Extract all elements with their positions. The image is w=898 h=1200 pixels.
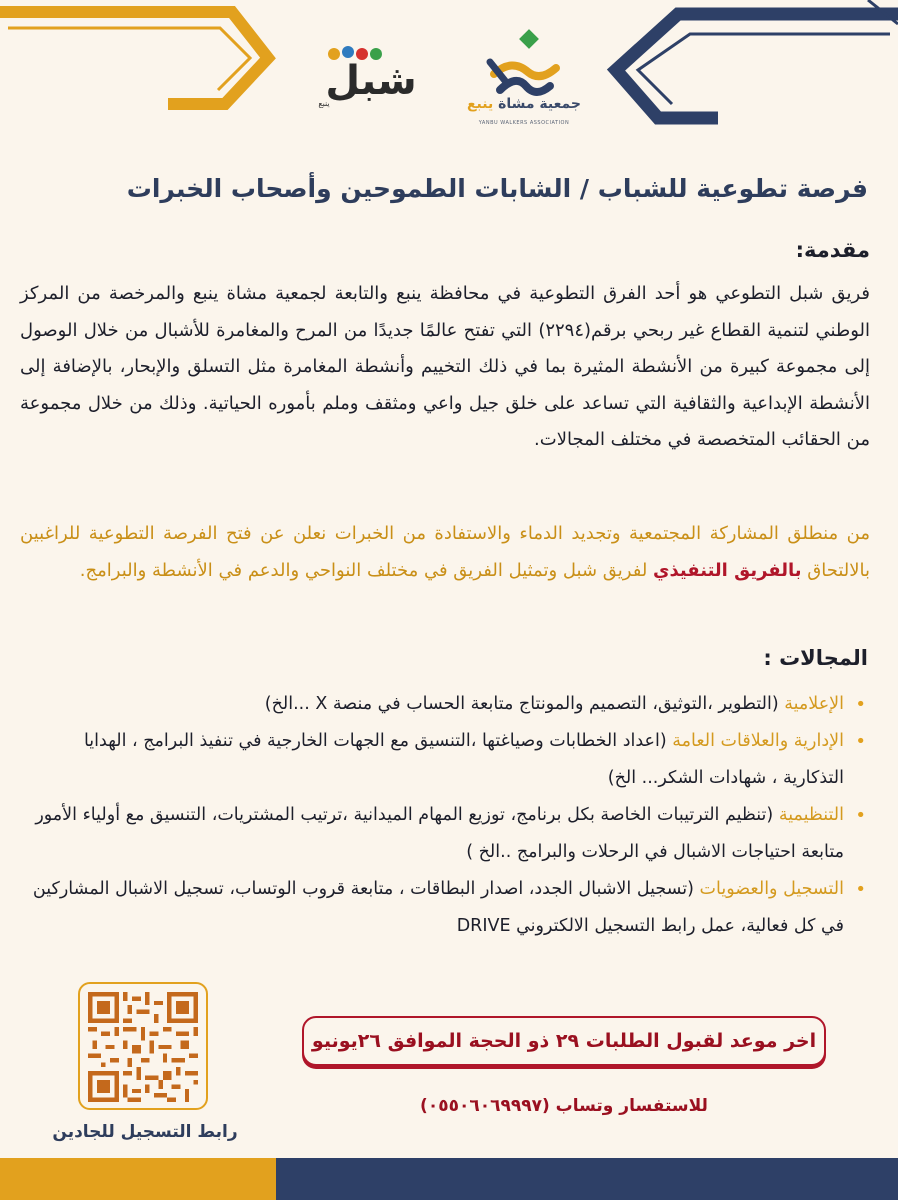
deadline-box — [302, 1016, 826, 1066]
qr-caption: رابط التسجيل للجادين — [52, 1122, 238, 1142]
headline: فرصة تطوعية للشباب / الشابات الطموحين وأصحاب الخبرات — [126, 174, 868, 203]
announcement-part1: من منطلق المشاركة المجتمعية وتجديد الدماء والاستفادة من الخبرات نعلن عن فتح الفرصة التطوعية للراغبين بالالتحاق — [20, 523, 870, 581]
footer-bar-navy — [276, 1158, 898, 1200]
mushah-logo-name — [464, 96, 584, 112]
field-name: التسجيل والعضويات — [699, 879, 844, 899]
field-details: (تنظيم الترتيبات الخاصة بكل برنامج، توزيع المهام الميدانية ،ترتيب المشتريات، التنسيق مع أولياء الأمور متابعة احتياجات الاشبال في الرحلات والبرامج ..الخ ) — [35, 805, 844, 862]
mushah-logo — [476, 28, 572, 128]
qr-frame[interactable] — [78, 982, 208, 1110]
announcement-highlight: بالفريق التنفيذي — [653, 559, 802, 581]
footer-bar-gold — [0, 1158, 276, 1200]
field-name: الإعلامية — [784, 694, 844, 714]
field-item-organizing — [25, 797, 870, 871]
mushah-logo-name-prefix: جمعية مشاة — [498, 96, 582, 112]
intro-heading: مقدمة: — [795, 238, 870, 262]
footer-bar — [0, 1158, 898, 1200]
shibl-logo-sub: ينبع — [318, 99, 330, 108]
fields-list — [25, 686, 870, 945]
fields-heading: المجالات : — [763, 646, 868, 670]
shibl-logo — [308, 46, 434, 108]
field-details: (تسجيل الاشبال الجدد، اصدار البطاقات ، متابعة قروب الوتساب، تسجيل الاشبال المشاركين في كل فعالية، عمل رابط التسجيل الالكتروني DRIVE — [32, 879, 844, 936]
intro-paragraph: فريق شبل التطوعي هو أحد الفرق التطوعية في محافظة ينبع والتابعة لجمعية مشاة ينبع والمرخصة من المركز الوطني لتنمية القطاع غير ربحي برقم(٢٢٩٤) التي تفتح عالمًا جديدًا من المرح والمغامرة للأشبال من خلال الوصول إلى مجموعة كبيرة من الأنشطة المثيرة بما في ذلك التخييم وأنشطة المغامرة مثل التسلق والإبحار، بالإضافة إلى الأنشطة الإبداعية والثقافية التي تساعد على خلق جيل واعي ومثقف وملم بأموره الحياتية. وذلك من خلال مجموعة من الحقائب المتخصصة في مختلف المجالات. — [20, 283, 870, 450]
field-name: الإدارية والعلاقات العامة — [672, 731, 844, 751]
qr-code-icon[interactable] — [88, 992, 198, 1102]
field-item-registration — [25, 871, 870, 945]
field-details: (اعداد الخطابات وصياغتها ،التنسيق مع الجهات الخارجية في تنفيذ البرامج ، الهدايا التذكارية ، شهادات الشكر... الخ) — [83, 731, 844, 788]
announcement-part2: لفريق شبل وتمثيل الفريق في مختلف النواحي والدعم في الأنشطة والبرامج. — [79, 559, 654, 581]
shibl-logo-name: شبل — [325, 58, 417, 104]
field-name: التنظيمية — [778, 805, 844, 825]
deadline-text: اخر موعد لقبول الطلبات ٢٩ ذو الحجة الموافق ٢٦يونيو — [311, 1030, 817, 1052]
corner-decoration-right — [598, 0, 898, 130]
mushah-logo-subtitle: YANBU WALKERS ASSOCIATION — [478, 120, 570, 126]
announcement-paragraph — [20, 516, 870, 589]
field-details: (التطوير ،التوثيق، التصميم والمونتاج متابعة الحساب في منصة X ...الخ) — [264, 694, 785, 714]
field-item-admin — [25, 723, 870, 797]
corner-decoration-left — [0, 0, 290, 120]
mushah-logo-name-accent: ينبع — [466, 96, 494, 112]
contact-text: للاستفسار وتساب (٠٥٥٠٦٠٦٩٩٩٧) — [420, 1096, 708, 1116]
field-item-media — [25, 686, 870, 723]
